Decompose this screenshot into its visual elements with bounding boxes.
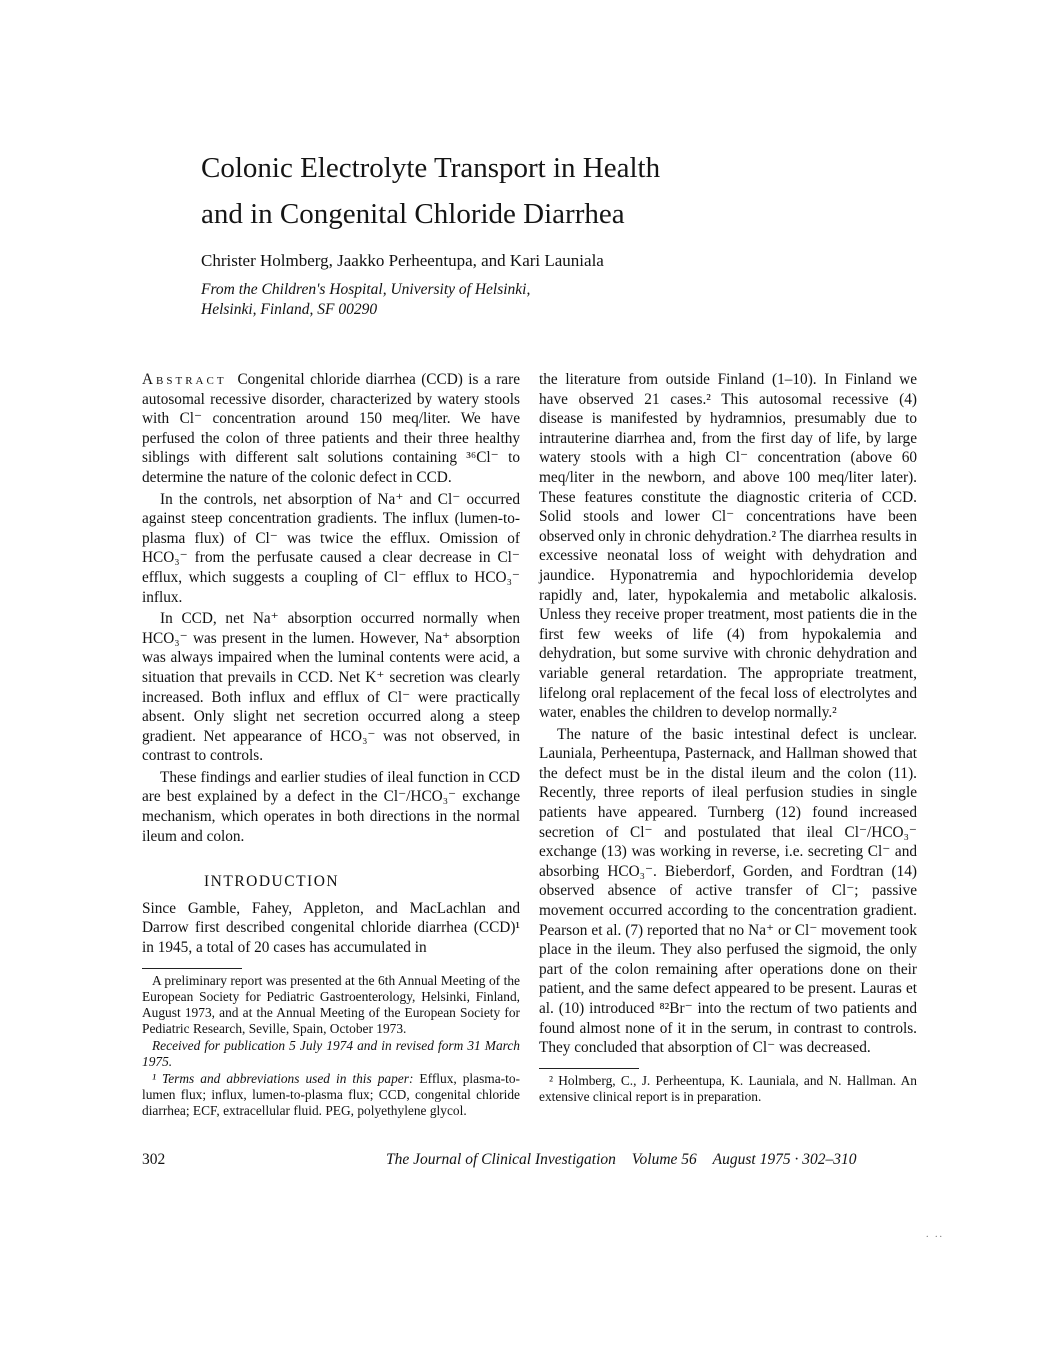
scan-mark: . ..: [926, 1229, 944, 1240]
abstract-label: Abstract: [142, 371, 227, 388]
abstract-paragraph: These findings and earlier studies of ileal function in CCD are best explained by a defect in the Cl⁻/HCO₃⁻ exchange mechanism, which operates in both directions in the normal ileum and colon.: [142, 768, 520, 845]
journal-issue: August 1975 · 302–310: [712, 1151, 857, 1168]
footnote-terms-label: ¹ Terms and abbreviations used in this paper:: [152, 1070, 414, 1086]
footnote-terms-text: Efflux, plasma-to-lumen flux; influx, lumen-to-plasma flux; CCD, congenital chloride diarrhea; ECF, extracellular fluid. PEG, polyethylene glycol.: [142, 1070, 520, 1118]
affiliation-line-1: From the Children's Hospital, University of Helsinki,: [201, 281, 531, 298]
page-number: 302: [142, 1151, 166, 1168]
abstract-text: Congenital chloride diarrhea (CCD) is a rare autosomal recessive disorder, characterized by watery stools with Cl⁻ concentration around 150 meq/liter. We have perfused the colon of three patients and their three healthy siblings with different salt solutions containing ³⁶Cl⁻ to determine the nature of the colonic defect in CCD.: [142, 371, 520, 486]
introduction-paragraph: Since Gamble, Fahey, Appleton, and MacLachlan and Darrow first described congenital chloride diarrhea (CCD)¹ in 1945, a total of 20 cases has accumulated in: [142, 899, 520, 957]
introduction-heading: INTRODUCTION: [204, 873, 340, 891]
introduction-paragraph: The nature of the basic intestinal defect is unclear. Launiala, Perheentupa, Pasternack, and Hallman showed that the defect must be in the distal ileum and the colon (11). Recently, three reports of ileal perfusion studies in single patients have appeared. Turnberg (12) found increased secretion of Cl⁻ and postulated that ileal Cl⁻/HCO₃⁻ exchange (13) was working in reverse, i.e. secreting Cl⁻ and absorbing HCO₃⁻. Bieberdorf, Gorden, and Fordtran (14) observed absence of active transfer of Cl⁻; passive movement occurred according to the concentration gradient. Pearson et al. (7) reported that no Na⁺ or Cl⁻ movement took place in the ileum. They also perfused the sigmoid, the only part of the colon remaining after operations done on their patient, and the same defect appeared to be present. Lauras et al. (10) introduced ⁸²Br⁻ into the rectum of two patients and found almost none of it in the serum, in contrast to controls. They concluded that absorption of Cl⁻ was decreased.: [539, 725, 917, 1057]
footnote-preliminary: A preliminary report was presented at the 6th Annual Meeting of the European Society for Pediatric Gastroenterology, Helsinki, Finland, August 1973, and at the Annual Meeting of the European Society for Pediatric Research, Seville, Spain, October 1973.: [142, 972, 520, 1036]
introduction-paragraph: the literature from outside Finland (1–10). In Finland we have observed 21 cases.² This autosomal recessive (4) disease is manifested by hydramnios, presumably due to intrauterine diarrhea and, from the first day of life, by large watery stools with a high Cl⁻ concentration (above 60 meq/liter in the newborn, and above 100 meq/liter later). These features constitute the diagnostic criteria of CCD. Solid stools and lower Cl⁻ concentrations have been observed only in chronic dehydration.² The diarrhea results in excessive neonatal loss of weight with dehydration and jaundice. Hyponatremia and hypochloridemia develop rapidly and, later, hypokalemia and metabolic alkalosis. Unless they receive proper treatment, most patients die in the first few weeks of life (4) from hypokalemia and dehydration, but some survive with chronic dehydration and variable general retardation. The appropriate treatment, lifelong oral replacement of the fecal loss of electrolytes and water, enables the children to develop normally.²: [539, 371, 917, 722]
article-title: [201, 145, 901, 237]
affiliation: [201, 280, 921, 320]
abstract-paragraph: In CCD, net Na⁺ absorption occurred normally when HCO₃⁻ was present in the lumen. However, Na⁺ absorption was always impaired when the luminal contents were acid, a situation that prevails in CCD. Net K⁺ secretion was clearly increased. Both influx and efflux of Cl⁻ were practically absent. Only slight net secretion occurred along a steep gradient. Net appearance of HCO₃⁻ was not observed, in contrast to controls.: [142, 610, 520, 765]
footnote-divider: [539, 1068, 639, 1069]
journal-name: The Journal of Clinical Investigation: [386, 1151, 616, 1168]
footnote-clinical-report: ² Holmberg, C., J. Perheentupa, K. Launiala, and N. Hallman. An extensive clinical report is in preparation.: [539, 1072, 917, 1104]
abstract-paragraph: [142, 370, 520, 488]
footnote-divider: [142, 968, 242, 969]
abstract-paragraph: In the controls, net absorption of Na⁺ and Cl⁻ occurred against steep concentration gradients. The influx (lumen-to-plasma flux) of Cl⁻ was twice the efflux. Omission of HCO₃⁻ from the perfusate caused a clear decrease in Cl⁻ efflux, which suggests a coupling of Cl⁻ efflux to HCO₃⁻ influx.: [142, 490, 520, 606]
footnote-received: Received for publication 5 July 1974 and in revised form 31 March 1975.: [142, 1037, 520, 1069]
journal-volume: Volume 56: [631, 1151, 697, 1168]
left-column: [142, 370, 520, 1120]
title-line-2: and in Congenital Chloride Diarrhea: [201, 198, 625, 230]
affiliation-line-2: Helsinki, Finland, SF 00290: [201, 301, 378, 318]
title-line-1: Colonic Electrolyte Transport in Health: [201, 152, 661, 184]
right-column: [539, 370, 917, 1106]
author-list: Christer Holmberg, Jaakko Perheentupa, and Kari Launiala: [201, 251, 604, 270]
footnote-terms: [142, 1071, 520, 1119]
journal-citation: [386, 1150, 856, 1170]
